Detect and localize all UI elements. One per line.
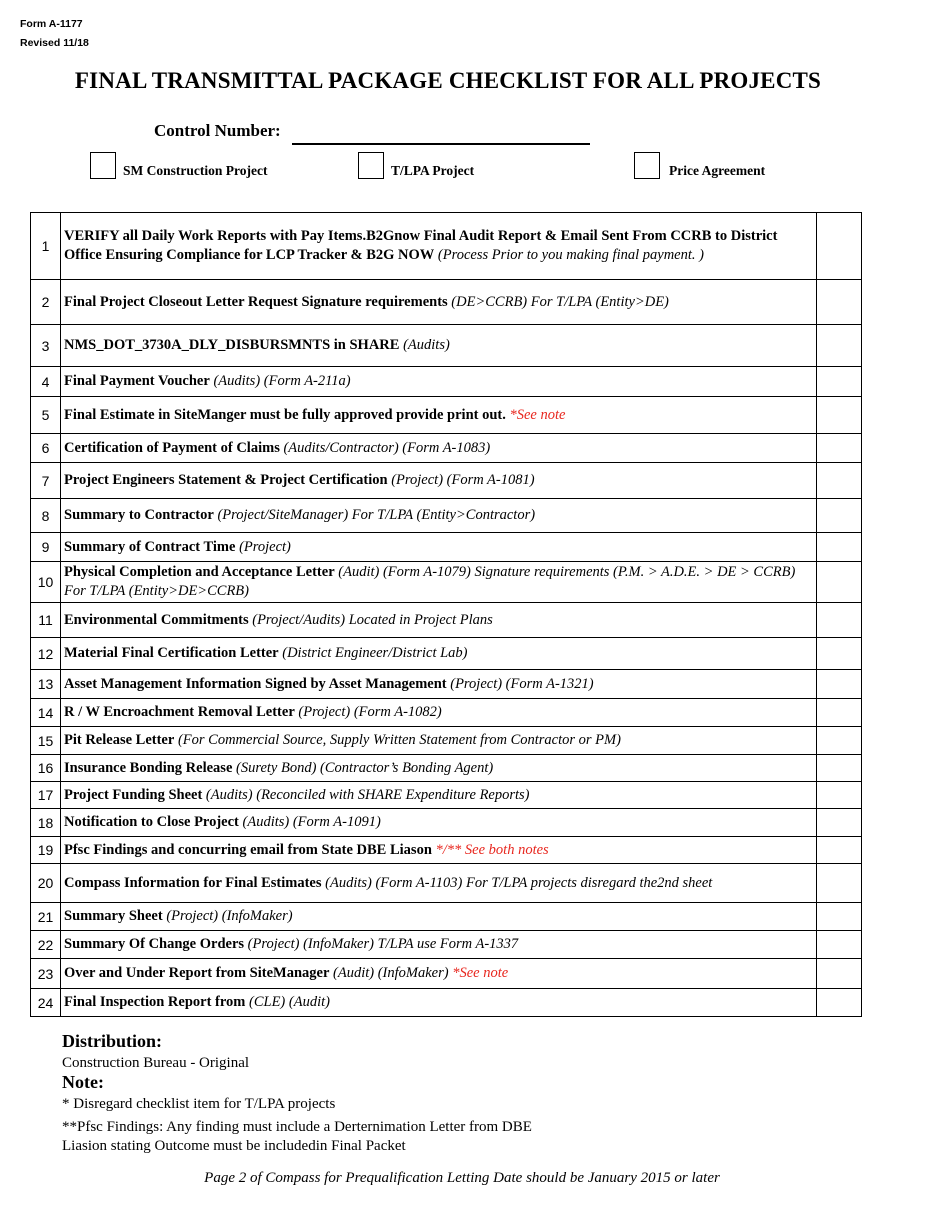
item-description — [61, 325, 817, 367]
item-title: R / W Encroachment Removal Letter — [64, 704, 295, 720]
item-check-cell[interactable] — [817, 727, 862, 755]
item-check-cell[interactable] — [817, 864, 862, 903]
control-number-label: Control Number: — [154, 121, 281, 140]
item-description — [61, 903, 817, 931]
item-check-cell[interactable] — [817, 367, 862, 397]
item-note-ref: */** See both notes — [431, 841, 549, 858]
item-title: Final Project Closeout Letter Request Signature requirements — [64, 293, 448, 310]
checklist-row — [31, 837, 862, 864]
item-description — [61, 562, 817, 603]
item-description — [61, 837, 817, 864]
checklist-row — [31, 213, 862, 280]
sm-construction-checkbox[interactable] — [90, 152, 116, 179]
checklist-row — [31, 727, 862, 755]
item-number: 22 — [31, 931, 61, 959]
item-check-cell[interactable] — [817, 213, 862, 280]
item-description — [61, 931, 817, 959]
checklist-row — [31, 989, 862, 1017]
item-detail: (Surety Bond) (Contractor’s Bonding Agent) — [232, 759, 494, 776]
item-title: Summary Sheet — [64, 908, 163, 924]
item-description — [61, 213, 817, 280]
item-number: 16 — [31, 755, 61, 782]
item-detail: (Audits/Contractor) (Form A-1083) — [279, 439, 491, 456]
item-description — [61, 499, 817, 533]
item-description — [61, 699, 817, 727]
checklist-row — [31, 782, 862, 809]
checklist-row — [31, 809, 862, 837]
item-description — [61, 782, 817, 809]
item-detail: (Audits) (Form A-1091) — [238, 814, 381, 830]
note-heading: Note: — [62, 1072, 104, 1092]
checklist-row — [31, 864, 862, 903]
tlpa-project-label: T/LPA Project — [391, 163, 475, 178]
item-check-cell[interactable] — [817, 533, 862, 562]
item-detail: (Audit) (InfoMaker) — [329, 965, 449, 981]
item-description — [61, 367, 817, 397]
item-detail: (Audit) (Form A-1079) Signature requirements (P.M. > A.D.E. > DE > CCRB) For T/LPA (Entity>DE>CCRB) — [64, 564, 796, 599]
item-detail: (Audits) — [399, 337, 450, 353]
item-description — [61, 434, 817, 463]
sm-construction-label: SM Construction Project — [123, 163, 268, 178]
item-detail: (Project) (InfoMaker) T/LPA use Form A-1337 — [244, 936, 519, 952]
footer-note: Page 2 of Compass for Prequalification Letting Date should be January 2015 or later — [204, 1170, 720, 1186]
item-description — [61, 463, 817, 499]
item-title: Material Final Certification Letter — [64, 645, 279, 661]
item-title: Project Funding Sheet — [64, 786, 203, 803]
distribution-heading: Distribution: — [62, 1031, 163, 1051]
item-detail: (DE>CCRB) For T/LPA (Entity>DE) — [447, 293, 669, 310]
item-description — [61, 603, 817, 638]
checklist-row — [31, 562, 862, 603]
item-description — [61, 638, 817, 670]
form-revised: Revised 11/18 — [20, 37, 89, 49]
item-description — [61, 397, 817, 434]
item-note-ref: *See note — [448, 965, 509, 981]
item-detail: (Project/Audits) Located in Project Plans — [248, 611, 493, 628]
item-detail: (Project) (Form A-1082) — [294, 704, 442, 720]
item-title: Pit Release Letter — [64, 732, 175, 748]
item-check-cell[interactable] — [817, 397, 862, 434]
checklist-row — [31, 280, 862, 325]
item-check-cell[interactable] — [817, 280, 862, 325]
item-title: Environmental Commitments — [64, 611, 249, 628]
item-title: Over and Under Report from SiteManager — [64, 965, 330, 981]
checklist-row — [31, 499, 862, 533]
item-note-ref: *See note — [505, 406, 566, 423]
item-title: Insurance Bonding Release — [64, 759, 233, 776]
item-title: Final Payment Voucher — [64, 373, 210, 389]
item-number: 4 — [31, 367, 61, 397]
checklist-row — [31, 931, 862, 959]
item-description — [61, 809, 817, 837]
item-check-cell[interactable] — [817, 434, 862, 463]
item-number: 11 — [31, 603, 61, 638]
checklist-row — [31, 959, 862, 989]
checklist-row — [31, 367, 862, 397]
item-title: Notification to Close Project — [64, 814, 239, 830]
item-title: Final Estimate in SiteManger must be fully approved provide print out. — [64, 406, 506, 423]
item-detail: (CLE) (Audit) — [245, 994, 330, 1010]
item-check-cell[interactable] — [817, 499, 862, 533]
item-description — [61, 533, 817, 562]
form-id: Form A-1177 — [20, 18, 83, 30]
item-description — [61, 280, 817, 325]
checklist-row — [31, 397, 862, 434]
distribution-text: Construction Bureau - Original — [62, 1055, 250, 1071]
control-number-field[interactable] — [292, 143, 590, 145]
item-title: Asset Management Information Signed by Asset Management — [64, 675, 447, 692]
item-number: 23 — [31, 959, 61, 989]
item-detail: (Audits) (Reconciled with SHARE Expenditure Reports) — [202, 786, 530, 803]
item-description — [61, 727, 817, 755]
item-detail: (Project) (Form A-1081) — [387, 472, 535, 488]
item-number: 20 — [31, 864, 61, 903]
item-number: 13 — [31, 670, 61, 699]
checklist-row — [31, 434, 862, 463]
item-detail: (Process Prior to you making final payment. ) — [434, 247, 704, 263]
item-title: NMS_DOT_3730A_DLY_DISBURSMNTS in SHARE — [64, 337, 400, 353]
checklist-row — [31, 638, 862, 670]
item-check-cell[interactable] — [817, 325, 862, 367]
checklist-row — [31, 699, 862, 727]
item-number: 6 — [31, 434, 61, 463]
item-check-cell[interactable] — [817, 782, 862, 809]
item-title: Summary Of Change Orders — [64, 936, 245, 952]
item-title: Final Inspection Report from — [64, 994, 246, 1010]
checklist-table — [30, 212, 862, 1017]
item-title: VERIFY all Daily Work Reports with Pay Items.B2Gnow Final Audit Report & Email Sent From CCRB to District Office Ensuring Compliance for LCP Tracker & B2G NOW — [64, 228, 778, 263]
item-description — [61, 959, 817, 989]
item-detail: (Project/SiteManager) For T/LPA (Entity>Contractor) — [213, 507, 536, 523]
item-number: 8 — [31, 499, 61, 533]
item-check-cell[interactable] — [817, 989, 862, 1017]
item-number: 19 — [31, 837, 61, 864]
item-check-cell[interactable] — [817, 959, 862, 989]
item-detail: (Project) (InfoMaker) — [162, 908, 293, 924]
item-description — [61, 989, 817, 1017]
item-check-cell[interactable] — [817, 931, 862, 959]
item-number: 10 — [31, 562, 61, 603]
item-number: 2 — [31, 280, 61, 325]
item-description — [61, 670, 817, 699]
page-title: FINAL TRANSMITTAL PACKAGE CHECKLIST FOR ALL PROJECTS — [74, 68, 822, 93]
tlpa-project-checkbox[interactable] — [358, 152, 384, 179]
note-line: **Pfsc Findings: Any finding must include a Derternimation Letter from DBE — [62, 1119, 532, 1135]
item-title: Certification of Payment of Claims — [64, 439, 280, 456]
item-title: Summary to Contractor — [64, 507, 214, 523]
item-number: 9 — [31, 533, 61, 562]
item-title: Physical Completion and Acceptance Letter — [64, 564, 335, 580]
price-agreement-label: Price Agreement — [669, 163, 766, 178]
checklist-row — [31, 325, 862, 367]
item-title: Project Engineers Statement & Project Certification — [64, 472, 388, 488]
item-check-cell[interactable] — [817, 670, 862, 699]
item-title: Pfsc Findings and concurring email from State DBE Liason — [64, 841, 432, 858]
note-line: * Disregard checklist item for T/LPA projects — [62, 1096, 336, 1112]
item-check-cell[interactable] — [817, 603, 862, 638]
checklist-row — [31, 903, 862, 931]
item-number: 21 — [31, 903, 61, 931]
item-description — [61, 864, 817, 903]
item-number: 12 — [31, 638, 61, 670]
item-number: 17 — [31, 782, 61, 809]
item-number: 1 — [31, 213, 61, 280]
item-detail: (For Commercial Source, Supply Written Statement from Contractor or PM) — [174, 732, 621, 748]
item-number: 3 — [31, 325, 61, 367]
item-number: 18 — [31, 809, 61, 837]
item-detail: (Project) (Form A-1321) — [446, 675, 594, 692]
price-agreement-checkbox[interactable] — [634, 152, 660, 179]
checklist-row — [31, 603, 862, 638]
item-number: 14 — [31, 699, 61, 727]
item-check-cell[interactable] — [817, 463, 862, 499]
item-check-cell[interactable] — [817, 809, 862, 837]
item-number: 5 — [31, 397, 61, 434]
checklist-row — [31, 533, 862, 562]
checklist-row — [31, 463, 862, 499]
item-detail: (Audits) (Form A-1103) For T/LPA projects disregard the2nd sheet — [321, 874, 713, 891]
item-number: 7 — [31, 463, 61, 499]
note-line: Liasion stating Outcome must be includedin Final Packet — [62, 1138, 406, 1154]
item-title: Summary of Contract Time — [64, 538, 236, 555]
item-detail: (Audits) (Form A-211a) — [209, 373, 351, 389]
item-detail: (District Engineer/District Lab) — [278, 645, 468, 661]
item-check-cell[interactable] — [817, 837, 862, 864]
item-check-cell[interactable] — [817, 562, 862, 603]
checklist-row — [31, 670, 862, 699]
item-number: 24 — [31, 989, 61, 1017]
item-number: 15 — [31, 727, 61, 755]
item-check-cell[interactable] — [817, 638, 862, 670]
item-detail: (Project) — [235, 538, 291, 555]
item-check-cell[interactable] — [817, 699, 862, 727]
item-check-cell[interactable] — [817, 755, 862, 782]
item-check-cell[interactable] — [817, 903, 862, 931]
item-description — [61, 755, 817, 782]
item-title: Compass Information for Final Estimates — [64, 874, 322, 891]
checklist-row — [31, 755, 862, 782]
